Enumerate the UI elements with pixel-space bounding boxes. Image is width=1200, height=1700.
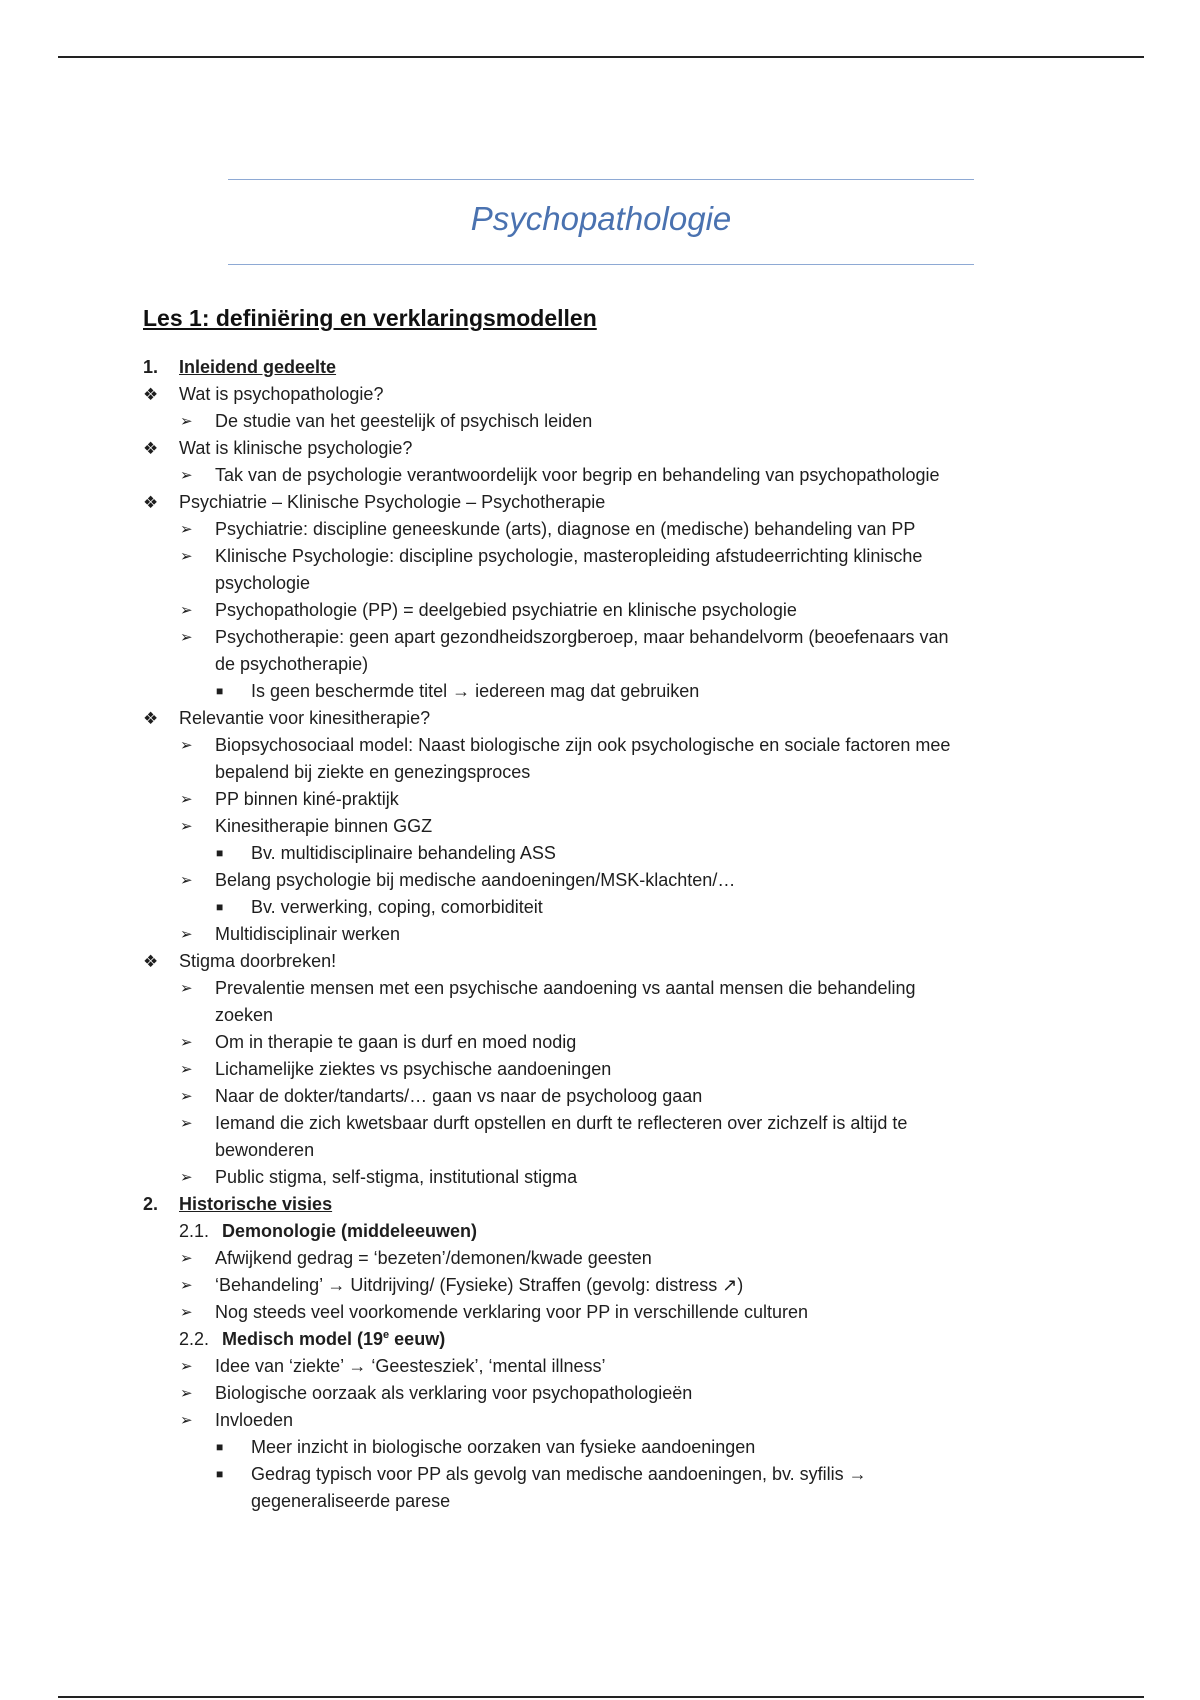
list-item: ➢ Invloeden — [0, 1407, 1200, 1434]
list-item: ■ Is geen beschermde titel → iedereen mag dat gebruiken — [0, 678, 1200, 705]
arrow-bullet-icon: ➢ — [180, 1277, 193, 1294]
section-number: 2. — [143, 1194, 159, 1214]
list-item: ➢ Public stigma, self-stigma, institutional stigma — [0, 1164, 1200, 1191]
title-rule-top — [228, 179, 974, 180]
list-item: ➢ Afwijkend gedrag = ‘bezeten’/demonen/kwade geesten — [0, 1245, 1200, 1272]
diamond-bullet-icon: ❖ — [143, 385, 159, 404]
arrow-bullet-icon: ➢ — [180, 1115, 193, 1132]
document-title: Psychopathologie — [470, 200, 732, 237]
list-item: ■ Bv. multidisciplinaire behandeling ASS — [0, 840, 1200, 867]
arrow-bullet-icon: ➢ — [180, 926, 193, 943]
arrow-bullet-icon: ➢ — [180, 1169, 193, 1186]
footer-rule — [58, 1696, 1144, 1698]
list-item: ➢ Lichamelijke ziektes vs psychische aandoeningen — [0, 1056, 1200, 1083]
square-bullet-icon: ■ — [216, 1467, 224, 1481]
list-item: ➢ ‘Behandeling’ → Uitdrijving/ (Fysieke) Straffen (gevolg: distress ↗) — [0, 1272, 1200, 1299]
arrow-bullet-icon: ➢ — [180, 1088, 193, 1105]
section-heading — [0, 1191, 1200, 1218]
diamond-bullet-icon: ❖ — [143, 952, 159, 971]
arrow-bullet-icon: ➢ — [180, 467, 193, 484]
list-item: ➢ Nog steeds veel voorkomende verklaring voor PP in verschillende culturen — [0, 1299, 1200, 1326]
arrow-bullet-icon: ➢ — [180, 737, 193, 754]
list-item: ➢ Tak van de psychologie verantwoordelijk voor begrip en behandeling van psychopathologie — [0, 462, 1200, 489]
list-item: ❖ Wat is psychopathologie? — [0, 381, 1200, 408]
list-item: ■ Gedrag typisch voor PP als gevolg van medische aandoeningen, bv. syfilis → — [0, 1461, 1200, 1488]
list-item: ➢ Klinische Psychologie: discipline psychologie, masteropleiding afstudeerrichting klinische — [0, 543, 1200, 570]
subsection-heading — [0, 1218, 1200, 1245]
list-item: ➢ Naar de dokter/tandarts/… gaan vs naar de psycholoog gaan — [0, 1083, 1200, 1110]
arrow-bullet-icon: ➢ — [180, 980, 193, 997]
list-item: ➢ Prevalentie mensen met een psychische aandoening vs aantal mensen die behandeling — [0, 975, 1200, 1002]
arrow-bullet-icon: ➢ — [180, 521, 193, 538]
list-item: ❖ Stigma doorbreken! — [0, 948, 1200, 975]
section-title: Inleidend gedeelte — [179, 357, 337, 377]
list-item-continuation: gegeneraliseerde parese — [251, 1491, 451, 1511]
list-item-continuation: bepalend bij ziekte en genezingsproces — [215, 762, 531, 782]
list-item: ➢ De studie van het geestelijk of psychisch leiden — [0, 408, 1200, 435]
list-item-continuation: psychologie — [215, 573, 311, 593]
arrow-bullet-icon: ➢ — [180, 818, 193, 835]
arrow-bullet-icon: ➢ — [180, 1250, 193, 1267]
section-title: Historische visies — [179, 1194, 333, 1214]
arrow-bullet-icon: ➢ — [180, 872, 193, 889]
list-item: ■ Bv. verwerking, coping, comorbiditeit — [0, 894, 1200, 921]
list-item-continuation: de psychotherapie) — [215, 654, 369, 674]
document-body — [0, 354, 1200, 1515]
subsection-title: Medisch model (19e eeuw) — [222, 1329, 446, 1349]
list-item: ➢ Psychiatrie: discipline geneeskunde (arts), diagnose en (medische) behandeling van PP — [0, 516, 1200, 543]
list-item: ❖ Relevantie voor kinesitherapie? — [0, 705, 1200, 732]
arrow-bullet-icon: ➢ — [180, 548, 193, 565]
square-bullet-icon: ■ — [216, 900, 224, 914]
list-item: ➢ Idee van ‘ziekte’ → ‘Geestesziek’, ‘mental illness’ — [0, 1353, 1200, 1380]
diamond-bullet-icon: ❖ — [143, 493, 159, 512]
diamond-bullet-icon: ❖ — [143, 439, 159, 458]
subsection-number: 2.1. — [179, 1221, 210, 1241]
list-item-continuation: zoeken — [215, 1005, 274, 1025]
list-item: ➢ Multidisciplinair werken — [0, 921, 1200, 948]
list-item: ➢ Biopsychosociaal model: Naast biologische zijn ook psychologische en sociale factoren mee — [0, 732, 1200, 759]
arrow-bullet-icon: ➢ — [180, 602, 193, 619]
arrow-bullet-icon: ➢ — [180, 629, 193, 646]
square-bullet-icon: ■ — [216, 684, 224, 698]
arrow-bullet-icon: ➢ — [180, 1358, 193, 1375]
section-number: 1. — [143, 357, 159, 377]
list-item: ➢ Biologische oorzaak als verklaring voor psychopathologieën — [0, 1380, 1200, 1407]
subsection-heading — [0, 1326, 1200, 1353]
list-item: ❖ Wat is klinische psychologie? — [0, 435, 1200, 462]
list-item: ➢ Kinesitherapie binnen GGZ — [0, 813, 1200, 840]
list-item: ➢ Psychotherapie: geen apart gezondheidszorgberoep, maar behandelvorm (beoefenaars van — [0, 624, 1200, 651]
section-heading — [0, 354, 1200, 381]
square-bullet-icon: ■ — [216, 1440, 224, 1454]
arrow-bullet-icon: ➢ — [180, 1412, 193, 1429]
list-item-continuation: bewonderen — [215, 1140, 315, 1160]
square-bullet-icon: ■ — [216, 846, 224, 860]
arrow-bullet-icon: ➢ — [180, 413, 193, 430]
list-item: ➢ Om in therapie te gaan is durf en moed nodig — [0, 1029, 1200, 1056]
list-item: ➢ Psychopathologie (PP) = deelgebied psychiatrie en klinische psychologie — [0, 597, 1200, 624]
subsection-title: Demonologie (middeleeuwen) — [222, 1221, 478, 1241]
list-item: ■ Meer inzicht in biologische oorzaken van fysieke aandoeningen — [0, 1434, 1200, 1461]
list-item: ➢ PP binnen kiné-praktijk — [0, 786, 1200, 813]
lesson-heading: Les 1: definiëring en verklaringsmodellen — [143, 305, 597, 331]
arrow-bullet-icon: ➢ — [180, 1304, 193, 1321]
arrow-bullet-icon: ➢ — [180, 791, 193, 808]
list-item: ➢ Belang psychologie bij medische aandoeningen/MSK-klachten/… — [0, 867, 1200, 894]
arrow-bullet-icon: ➢ — [180, 1385, 193, 1402]
arrow-bullet-icon: ➢ — [180, 1034, 193, 1051]
diamond-bullet-icon: ❖ — [143, 709, 159, 728]
arrow-bullet-icon: ➢ — [180, 1061, 193, 1078]
list-item: ➢ Iemand die zich kwetsbaar durft opstellen en durft te reflecteren over zichzelf is altijd te — [0, 1110, 1200, 1137]
title-rule-bottom — [228, 264, 974, 265]
list-item: ❖ Psychiatrie – Klinische Psychologie – Psychotherapie — [0, 489, 1200, 516]
header-rule — [58, 56, 1144, 58]
subsection-number: 2.2. — [179, 1329, 210, 1349]
